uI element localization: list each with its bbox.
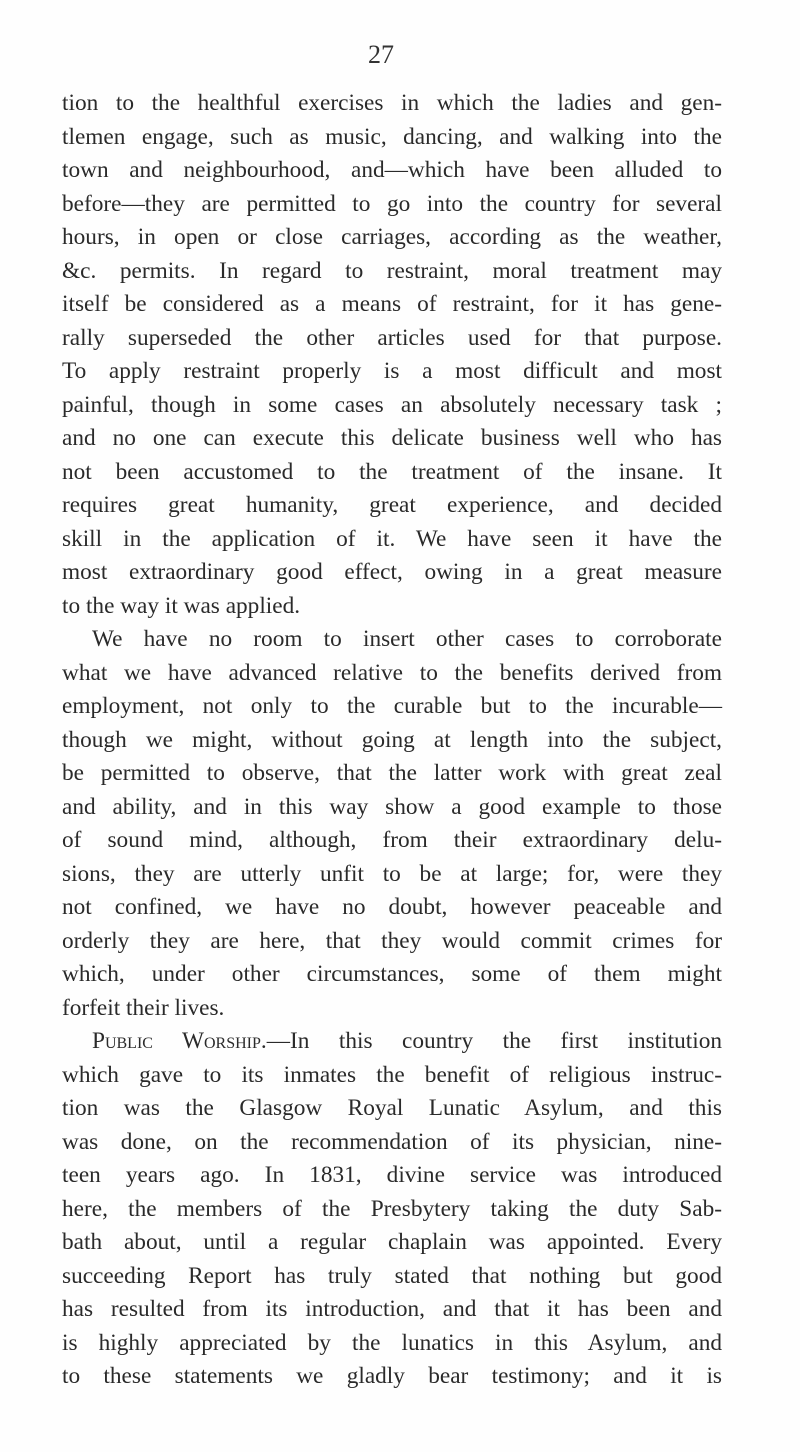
text-line: tlemen engage, such as music, dancing, and walking into the [62, 123, 722, 150]
text-line: teen years ago. In 1831, divine service was introduced [62, 1162, 722, 1188]
section-heading: Public Worship. [92, 1028, 267, 1054]
text-line: rally superseded the other articles used for that purpose. [62, 324, 722, 351]
text-line: forfeit their lives. [62, 994, 225, 1021]
body-text [62, 87, 722, 1394]
text-line: town and neighbourhood, and—which have been alluded to [62, 157, 722, 183]
text-line: what we have advanced relative to the benefits derived from [62, 659, 722, 686]
text-line: though we might, without going at length into the subject, [62, 726, 722, 753]
page-number: 27 [368, 40, 394, 69]
text-line: to the way it was applied. [62, 592, 301, 619]
text-line: sions, they are utterly unfit to be at large; for, were they [62, 860, 722, 887]
text-line: and no one can execute this delicate business well who has [62, 425, 722, 451]
text-line: succeeding Report has truly stated that nothing but good [62, 1262, 722, 1289]
text-line: &c. permits. In regard to restraint, moral treatment may [62, 257, 722, 284]
text-line: to these statements we gladly bear testimony; and it is [62, 1363, 722, 1389]
text-line: orderly they are here, that they would commit crimes for [62, 927, 722, 954]
text-line [62, 1025, 722, 1059]
text-line: employment, not only to the curable but to the incurable— [62, 693, 722, 719]
text-line: tion to the healthful exercises in which the ladies and gen- [62, 90, 722, 116]
text-line: skill in the application of it. We have seen it have the [62, 525, 722, 552]
text-line: itself be considered as a means of restraint, for it has gene- [62, 291, 722, 317]
heading-line-rest: —In this country the first institution [266, 1028, 722, 1054]
text-line: which, under other circumstances, some of them might [62, 961, 722, 987]
text-line: not confined, we have no doubt, however peaceable and [62, 894, 722, 920]
text-line: which gave to its inmates the benefit of religious instruc- [62, 1061, 722, 1088]
text-line: bath about, until a regular chaplain was appointed. Every [62, 1229, 722, 1255]
text-line: hours, in open or close carriages, according as the weather, [62, 224, 722, 250]
text-line: and ability, and in this way show a good example to those [62, 793, 722, 820]
text-line: requires great humanity, great experience, and decided [62, 492, 722, 518]
text-line: of sound mind, although, from their extraordinary delu- [62, 827, 722, 853]
text-line: painful, though in some cases an absolutely necessary task ; [62, 391, 722, 418]
text-line: is highly appreciated by the lunatics in this Asylum, and [62, 1329, 722, 1356]
text-line: To apply restraint properly is a most difficult and most [62, 358, 722, 384]
text-line: not been accustomed to the treatment of the insane. It [62, 458, 722, 485]
text-line: has resulted from its introduction, and that it has been and [62, 1296, 722, 1322]
text-line: before—they are permitted to go into the country for several [62, 190, 722, 217]
text-line: tion was the Glasgow Royal Lunatic Asylum, and this [62, 1095, 722, 1121]
text-line: We have no room to insert other cases to corroborate [92, 626, 722, 652]
text-line: be permitted to observe, that the latter work with great zeal [62, 760, 722, 786]
text-line: here, the members of the Presbytery taking the duty Sab- [62, 1195, 722, 1222]
text-line: was done, on the recommendation of its physician, nine- [62, 1128, 722, 1155]
text-line: most extraordinary good effect, owing in a great measure [62, 559, 722, 585]
